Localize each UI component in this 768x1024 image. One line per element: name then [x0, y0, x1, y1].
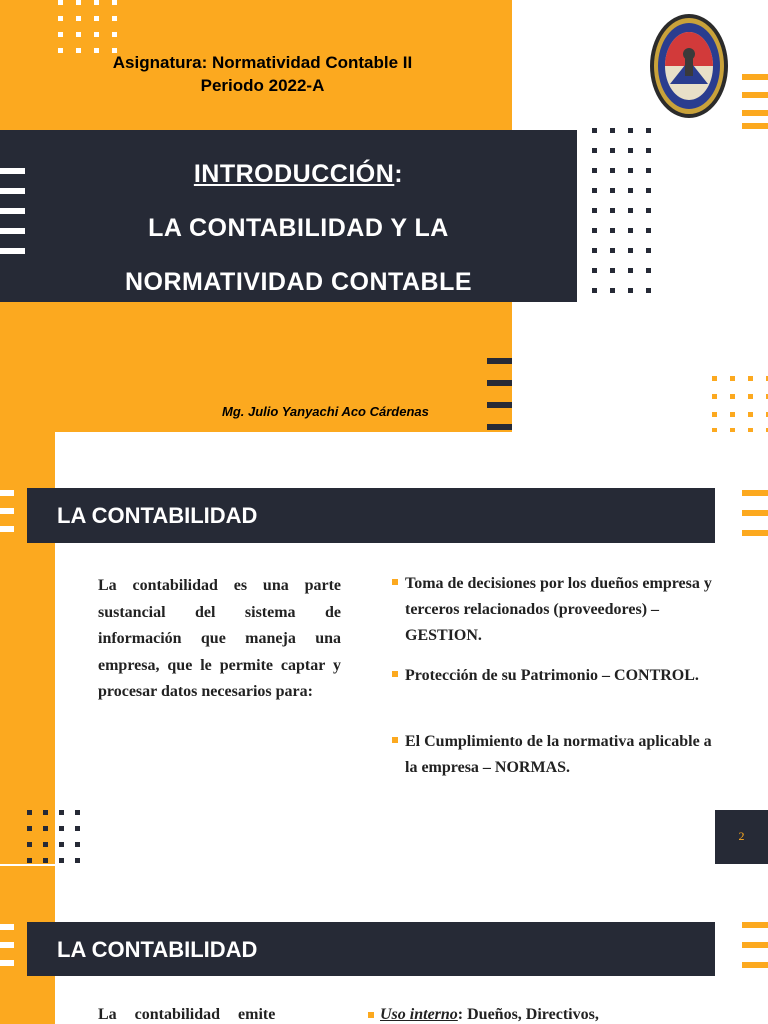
section-header: LA CONTABILIDAD — [57, 503, 258, 528]
body-paragraph: La contabilidad emite — [98, 1006, 276, 1023]
decorative-bars — [0, 924, 14, 974]
bullet-marker — [392, 737, 398, 743]
decorative-bars — [0, 490, 14, 540]
slide-3 — [0, 866, 768, 1024]
title-line-3: NORMATIVIDAD CONTABLE — [124, 268, 473, 296]
bullet-item — [392, 729, 712, 781]
bullet-text: El Cumplimiento de la normativa aplicable a la empresa – NORMAS. — [405, 733, 712, 776]
period-line: Periodo 2022-A — [200, 76, 325, 95]
bullet-text: : Dueños, Directivos, — [457, 1006, 599, 1023]
bullet-text: Toma de decisiones por los dueños empresa y terceros relacionados (proveedores) – GESTION. — [405, 575, 712, 644]
title-intro: INTRODUCCIÓN — [193, 160, 395, 188]
section-header-bar — [27, 488, 715, 543]
slide-2 — [0, 432, 768, 864]
decorative-bars — [487, 358, 512, 432]
bullet-marker — [368, 1012, 374, 1018]
bullet-marker — [392, 579, 398, 585]
subject-line: Asignatura: Normatividad Contable II — [112, 53, 413, 72]
section-header-bar — [27, 922, 715, 976]
bullet-item — [368, 1006, 698, 1024]
section-header: LA CONTABILIDAD — [57, 937, 258, 962]
title-colon: : — [394, 160, 404, 188]
bullet-text: Protección de su Patrimonio – CONTROL. — [405, 667, 699, 684]
slide-1 — [0, 0, 768, 432]
page-number-box — [715, 810, 768, 864]
university-seal-logo — [648, 12, 730, 120]
decorative-bars — [742, 922, 768, 978]
bullet-item — [392, 663, 712, 689]
page-number: 2 — [738, 829, 745, 843]
bullet-item — [392, 571, 712, 649]
body-paragraph: La contabilidad es una parte sustancial del sistema de información que maneja una empresa, que le permite captar y procesar datos necesarios para: — [98, 577, 341, 700]
author-name: Mg. Julio Yanyachi Aco Cárdenas — [222, 404, 429, 419]
decorative-bars — [742, 490, 768, 546]
title-banner — [0, 130, 577, 302]
title-line-1 — [0, 160, 597, 189]
bullet-marker — [392, 671, 398, 677]
title-line-2: LA CONTABILIDAD Y LA — [148, 214, 449, 242]
decorative-bars — [742, 74, 768, 134]
bullet-text-italic: Uso interno — [380, 1006, 458, 1023]
